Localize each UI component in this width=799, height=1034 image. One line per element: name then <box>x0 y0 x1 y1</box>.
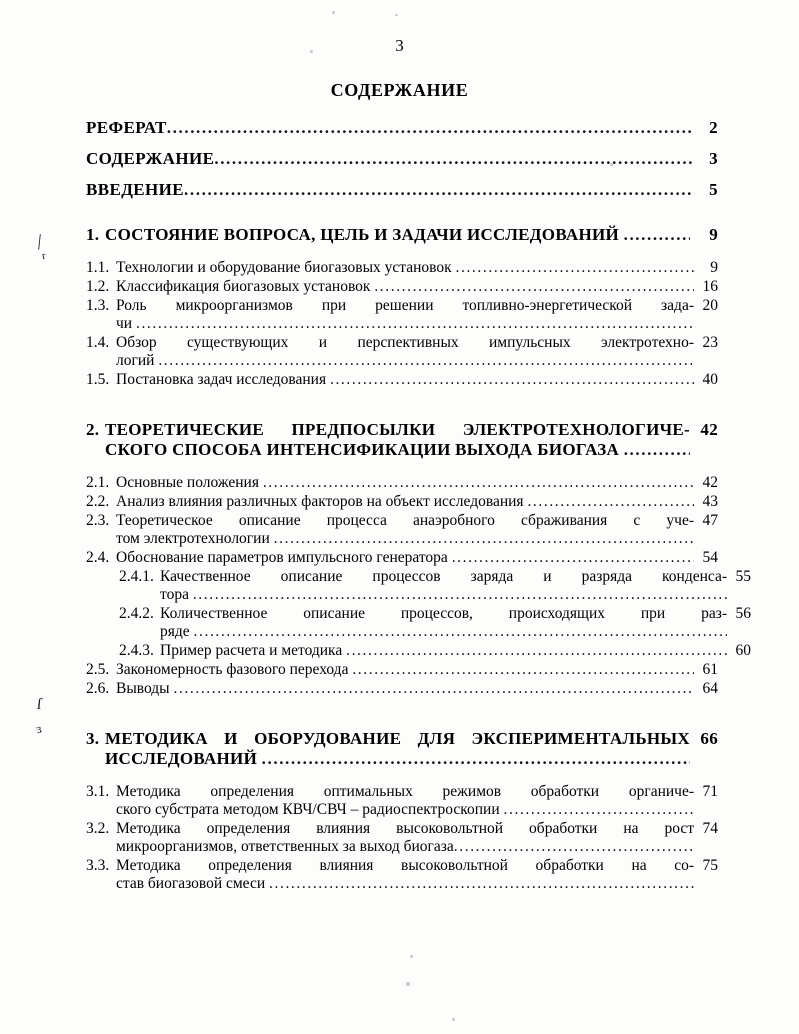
dot-leader <box>263 474 694 492</box>
toc-section[interactable] <box>86 680 718 698</box>
dot-leader <box>456 259 695 277</box>
toc-line: Качественное описание процессов заряда и разряда конденса- <box>160 568 727 585</box>
toc-section-label <box>116 474 694 492</box>
toc-line: тора ..... <box>160 586 727 604</box>
section-gap <box>86 773 718 783</box>
dot-leader <box>330 371 694 389</box>
toc-line: Классификация биогазовых установок ..... <box>116 278 694 296</box>
toc-section-number: 1.1. <box>86 259 114 276</box>
toc-entry-page: 3 <box>704 149 718 168</box>
toc-section-number: 2.2. <box>86 493 114 510</box>
toc-section[interactable] <box>86 549 718 567</box>
toc-subsection-page: 60 <box>731 642 751 659</box>
page-title: СОДЕРЖАНИЕ <box>330 80 469 100</box>
toc-subsection-label <box>160 568 727 604</box>
toc-line: том электротехнологии ..... <box>116 530 694 548</box>
toc-section-number: 2.4. <box>86 549 114 566</box>
scan-speck <box>406 982 410 986</box>
toc-section-number: 2.6. <box>86 680 114 697</box>
scan-speck <box>410 955 413 958</box>
toc-line: Роль микроорганизмов при решении топливно-энергетической зада- <box>116 297 694 314</box>
toc-section-number: 1.4. <box>86 334 114 351</box>
dot-leader <box>352 661 694 679</box>
toc-line: Обоснование параметров импульсного генератора ..... <box>116 549 694 567</box>
toc-line: Методика определения оптимальных режимов обработки органиче- <box>116 783 694 800</box>
dot-leader <box>193 586 727 604</box>
dot-leader <box>454 838 694 856</box>
section-gap <box>86 390 718 416</box>
toc-section-page: 75 <box>698 857 718 874</box>
scan-speck <box>452 1018 455 1021</box>
dot-leader <box>374 278 694 296</box>
toc-entry-label: СОДЕРЖАНИЕ ..... <box>86 149 692 169</box>
toc-subsection[interactable] <box>119 605 751 641</box>
toc-section[interactable] <box>86 661 718 679</box>
toc-section-page: 54 <box>698 549 718 566</box>
toc-entry-page: 5 <box>704 180 718 199</box>
toc-line: Анализ влияния различных факторов на объект исследования ..... <box>116 493 694 511</box>
toc-line: Пример расчета и методика ..... <box>160 642 727 660</box>
dot-leader <box>624 440 690 460</box>
dot-leader <box>158 352 694 370</box>
toc-section-page: 74 <box>702 820 718 837</box>
toc-entry-page: 2 <box>704 118 718 137</box>
dot-leader <box>262 749 690 769</box>
toc-section[interactable] <box>86 371 718 389</box>
toc-chapter-label <box>105 729 690 769</box>
toc-line: ряде ..... <box>160 623 727 641</box>
toc-section-label <box>116 334 694 370</box>
toc-chapter-number: 2. <box>86 420 104 439</box>
toc-line: став биогазовой смеси ..... <box>116 875 694 893</box>
toc-section-label <box>116 371 694 389</box>
toc-subsection[interactable] <box>119 642 751 660</box>
toc-line: СКОГО СПОСОБА ИНТЕНСИФИКАЦИИ ВЫХОДА БИОГАЗА ..... <box>105 440 690 460</box>
toc-section-label <box>116 297 694 333</box>
toc-line: ТЕОРЕТИЧЕСКИЕ ПРЕДПОСЫЛКИ ЭЛЕКТРОТЕХНОЛОГИЧЕ- <box>105 420 690 439</box>
toc-section[interactable] <box>86 512 718 548</box>
scan-speck <box>332 11 335 14</box>
toc-section-number: 2.1. <box>86 474 114 491</box>
toc-line: Обзор существующих и перспективных импульсных электротехно- <box>116 334 694 351</box>
dot-leader <box>194 623 727 641</box>
toc-section-page: 23 <box>698 334 718 351</box>
toc-section-page: 71 <box>698 783 718 800</box>
toc-section-label <box>116 549 694 567</box>
toc-section-number: 2.5. <box>86 661 114 678</box>
toc-line: Закономерность фазового перехода ..... <box>116 661 694 679</box>
dot-leader <box>346 642 727 660</box>
toc-line: Методика определения влияния высоковольтной обработки на рост <box>116 820 694 837</box>
toc-section-page: 61 <box>698 661 718 678</box>
toc-section-label <box>116 783 694 819</box>
toc-line: Технологии и оборудование биогазовых установок ..... <box>116 259 694 277</box>
toc-entry-front-matter[interactable] <box>86 118 718 138</box>
toc-section[interactable] <box>86 493 718 511</box>
toc-line: микроорганизмов, ответственных за выход биогаза ..... <box>116 838 694 856</box>
section-gap <box>86 464 718 474</box>
toc-subsection-page: 55 <box>731 568 751 585</box>
toc-line: СОСТОЯНИЕ ВОПРОСА, ЦЕЛЬ И ЗАДАЧИ ИССЛЕДОВАНИЙ ..... <box>105 225 690 245</box>
page-number: 3 <box>395 36 404 55</box>
toc-line: Количественное описание процессов, происходящих при раз- <box>160 605 727 622</box>
toc-section[interactable] <box>86 783 718 819</box>
toc-chapter-page: 66 <box>695 729 718 748</box>
dot-leader <box>452 549 694 567</box>
toc-chapter-number: 3. <box>86 729 104 748</box>
toc-entry-label: ВВЕДЕНИЕ ..... <box>86 180 692 200</box>
table-of-contents <box>86 118 751 894</box>
toc-line: МЕТОДИКА И ОБОРУДОВАНИЕ ДЛЯ ЭКСПЕРИМЕНТАЛЬНЫХ <box>105 729 690 748</box>
scan-artifact-mark: r <box>41 249 47 263</box>
toc-chapter-number: 1. <box>86 225 104 244</box>
toc-section-label <box>116 493 694 511</box>
toc-section[interactable] <box>86 820 718 856</box>
toc-section-number: 3.2. <box>86 820 114 837</box>
toc-chapter-page: 9 <box>704 225 718 244</box>
toc-entry-label: РЕФЕРАТ ..... <box>86 118 692 138</box>
toc-subsection-number: 2.4.3. <box>119 642 154 659</box>
toc-line: Постановка задач исследования ..... <box>116 371 694 389</box>
toc-line: логий ..... <box>116 352 694 370</box>
toc-section-page: 43 <box>698 493 718 510</box>
toc-line: Основные положения ..... <box>116 474 694 492</box>
toc-line: ского субстрата методом КВЧ/СВЧ – радиоспектроскопии ..... <box>116 801 694 819</box>
dot-leader <box>624 225 690 245</box>
toc-section-number: 1.3. <box>86 297 114 314</box>
toc-section[interactable] <box>86 474 718 492</box>
toc-section[interactable] <box>86 334 718 370</box>
dot-leader <box>167 118 692 138</box>
toc-line: Методика определения влияния высоковольтной обработки на со- <box>116 857 694 874</box>
toc-chapter[interactable] <box>86 729 718 769</box>
toc-section-page: 20 <box>698 297 718 314</box>
toc-section-label <box>116 512 694 548</box>
toc-chapter-label <box>105 225 690 245</box>
toc-section[interactable] <box>86 259 718 277</box>
toc-subsection-label <box>160 605 727 641</box>
toc-entry-front-matter[interactable] <box>86 149 718 169</box>
toc-section[interactable] <box>86 857 718 893</box>
toc-chapter[interactable] <box>86 420 718 460</box>
toc-section-page: 9 <box>706 259 718 276</box>
toc-subsection-page: 56 <box>731 605 751 622</box>
toc-section-number: 1.2. <box>86 278 114 295</box>
dot-leader <box>527 493 694 511</box>
toc-section[interactable] <box>86 278 718 296</box>
toc-line: ИССЛЕДОВАНИЙ ..... <box>105 749 690 769</box>
toc-section-page: 42 <box>698 474 718 491</box>
scan-artifact-mark: | <box>37 230 43 251</box>
toc-section-page: 47 <box>698 512 718 529</box>
dot-leader <box>214 149 692 169</box>
toc-entry-front-matter[interactable] <box>86 180 718 200</box>
section-gap <box>86 249 718 259</box>
toc-chapter-page: 42 <box>695 420 718 439</box>
toc-chapter[interactable] <box>86 225 718 245</box>
toc-section-number: 1.5. <box>86 371 114 388</box>
toc-section-label <box>116 278 694 296</box>
toc-section-label <box>116 661 694 679</box>
toc-section-label <box>116 820 694 856</box>
scan-artifact-mark: ɜ <box>34 720 43 737</box>
toc-section-page: 64 <box>698 680 718 697</box>
toc-section[interactable] <box>86 297 718 333</box>
toc-section-number: 3.3. <box>86 857 114 874</box>
toc-section-label <box>116 857 694 893</box>
scan-speck <box>395 14 398 16</box>
toc-line: Выводы ..... <box>116 680 694 698</box>
scan-artifact-mark: ſ <box>36 695 43 714</box>
toc-subsection-label <box>160 642 727 660</box>
toc-subsection[interactable] <box>119 568 751 604</box>
dot-leader <box>504 801 694 819</box>
toc-section-page: 16 <box>698 278 718 295</box>
toc-chapter-label <box>105 420 690 460</box>
dot-leader <box>136 315 694 333</box>
toc-subsection-number: 2.4.2. <box>119 605 158 622</box>
dot-leader <box>184 180 692 200</box>
toc-line: чи ..... <box>116 315 694 333</box>
toc-section-number: 3.1. <box>86 783 114 800</box>
dot-leader <box>269 875 694 893</box>
dot-leader <box>173 680 694 698</box>
toc-section-label <box>116 259 694 277</box>
toc-section-number: 2.3. <box>86 512 114 529</box>
section-gap <box>86 211 718 221</box>
toc-section-label <box>116 680 694 698</box>
dot-leader <box>274 530 694 548</box>
toc-line: Теоретическое описание процесса анаэробного сбраживания с уче- <box>116 512 694 529</box>
section-gap <box>86 699 718 725</box>
toc-subsection-number: 2.4.1. <box>119 568 158 585</box>
toc-section-page: 40 <box>698 371 718 388</box>
